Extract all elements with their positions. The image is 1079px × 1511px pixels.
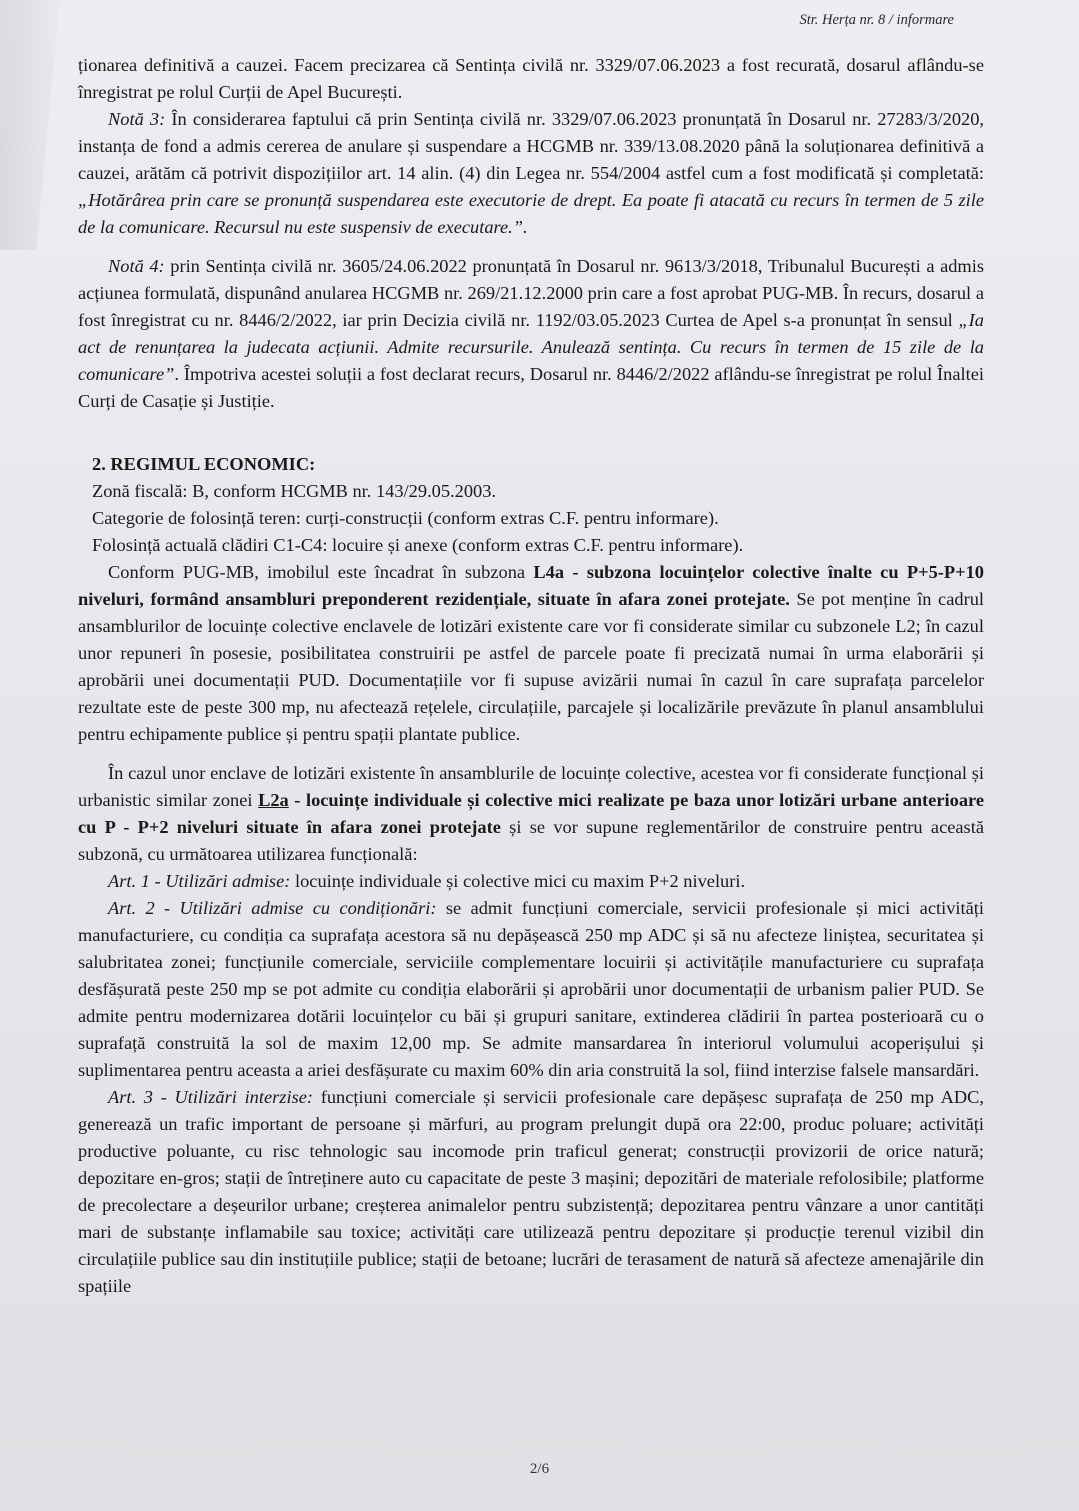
note-3-quote: „Hotărârea prin care se pronunță suspendarea este executorie de drept. Ea poate fi atacată cu recurs în termen de 5 zile de la comunicare. Recursul nu este suspensiv de executare.”. bbox=[78, 190, 984, 237]
note-4-text-1: prin Sentința civilă nr. 3605/24.06.2022 pronunțată în Dosarul nr. 9613/3/2018, Tribunalul București a admis acțiunea formulată, dispunând anularea HCGMB nr. 269/21.12.2000 prin care a fost aprobat PUG-MB. În recurs, dosarul a fost înregistrat cu nr. 8446/2/2022, iar prin Decizia civilă nr. 1192/03.05.2023 Curtea de Apel s-a pronunțat în sensul bbox=[78, 256, 984, 330]
land-use-category: Categorie de folosință teren: curți-construcții (conform extras C.F. pentru informare). bbox=[92, 508, 719, 528]
pug-details: Se pot menține în cadrul ansamblurilor de locuințe colective enclavele de lotizări existente care vor fi considerate similar cu subzonele L2; în cazul unor repuneri în posesie, posibilitatea construirii pe astfel de parcele poate fi precizată numai în urma elaborării și aprobării unei documentații PUD. Documentațiile vor fi supuse avizării numai în cazul în care suprafața parcelelor rezultate este de peste 300 mp, nu afectează rețelele, circulațiile, parcajele și localizările prevăzute în planul ansamblului pentru echipamente publice și pentru spații plantate publice. bbox=[78, 589, 984, 744]
enclave-paragraph bbox=[78, 760, 984, 868]
article-3-label: Art. 3 - Utilizări interzise: bbox=[108, 1087, 314, 1107]
article-2-label: Art. 2 - Utilizări admise cu condiționări: bbox=[108, 898, 437, 918]
note-4-label: Notă 4: bbox=[108, 256, 165, 276]
enclave-intro: În cazul unor enclave de lotizări existente în ansamblurile de locuințe colective, acestea vor fi considerate funcțional și urbanistic similar zonei bbox=[78, 763, 984, 810]
article-3-text: funcțiuni comerciale și servicii profesionale care depășesc suprafața de 250 mp ADC, generează un trafic important de persoane și mărfuri, au program prelungit după ora 22:00, produc poluare; activități productive poluante, cu risc tehnologic sau incomode prin traficul generat; construcții provizorii de orice natură; depozitare en-gros; stații de întreținere auto cu capacitate de peste 3 mașini; depozitări de materiale refolosibile; platforme de precolectare a deșeurilor urbane; creșterea animalelor pentru subzistență; depozitarea pentru vânzare a unor cantități mari de substanțe inflamabile sau toxice; activități care utilizează pentru depozitare și producție terenul vizibil din circulațiile publice sau din instituțiile publice; stații de betoane; lucrări de terasament de natură să afecteze amenajările din spațiile bbox=[78, 1087, 985, 1296]
article-1-label: Art. 1 - Utilizări admise: bbox=[108, 871, 291, 891]
article-2-text: se admit funcțiuni comerciale, servicii profesionale și mici activități manufacturiere, cu condiția ca suprafața acestora să nu depășească 250 mp ADC și să nu afecteze liniștea, securitatea și salubritatea zonei; funcțiunile comerciale, serviciile complementare locuirii și activitățile manufacturiere cu suprafața desfășurată peste 250 mp se pot admite cu condiția elaborării și aprobării unor documentații de urbanism palier PUD. Se admite pentru modernizarea dotării locuințelor cu băi și grupuri sanitare, extinderea clădirii în partea posterioară cu o suprafață construită la sol de maxim 12,00 mp. Se admite mansardarea în interiorul volumului acoperișului și suplimentarea pentru aceasta a ariei desfășurate cu maxim 60% din aria construită la sol, fiind interzise falsele mansardări. bbox=[78, 898, 984, 1080]
article-1-text: locuințe individuale și colective mici cu maxim P+2 niveluri. bbox=[290, 871, 746, 891]
page-number: 2/6 bbox=[529, 1461, 550, 1477]
current-building-use: Folosință actuală clădiri C1-C4: locuire și anexe (conform extras C.F. pentru informare). bbox=[92, 535, 744, 555]
pug-subzone-l4a: L4a - subzona locuințelor colective înalte cu P+5-P+10 niveluri, formând ansambluri preponderent rezidențiale, situate în afara zonei protejate. bbox=[78, 562, 984, 609]
pug-subzone-paragraph bbox=[78, 559, 984, 748]
note-4-quote: „Ia act de renunțarea la judecata acțiunii. Admite recursurile. Anulează sentința. Cu recurs în termen de 15 zile de la comunicare” bbox=[78, 310, 984, 384]
section-2-title: 2. REGIMUL ECONOMIC: bbox=[92, 454, 316, 474]
document-body bbox=[78, 52, 984, 1300]
article-3 bbox=[78, 1084, 984, 1300]
page-header: Str. Herța nr. 8 / informare bbox=[799, 12, 954, 28]
paper-fold-shadow bbox=[0, 0, 60, 250]
article-2 bbox=[78, 895, 984, 1084]
note-3 bbox=[78, 106, 984, 241]
note-4-text-2: . Împotriva acestei soluții a fost declarat recurs, Dosarul nr. 8446/2/2022 aflându-se înregistrat pe rolul Înaltei Curți de Casație și Justiție. bbox=[78, 364, 984, 411]
pug-intro: Conform PUG-MB, imobilul este încadrat în subzona bbox=[108, 562, 534, 582]
note-4 bbox=[78, 253, 984, 415]
enclave-outro: și se vor supune reglementărilor de construire pentru această subzonă, cu următoarea utilizarea funcțională: bbox=[78, 817, 984, 864]
article-1 bbox=[78, 868, 984, 895]
note-3-label: Notă 3: bbox=[108, 109, 166, 129]
subzone-code-l2a: L2a bbox=[258, 790, 289, 810]
subzone-l2a-description: - locuințe individuale și colective mici realizate pe baza unor lotizări urbane anterioare cu P - P+2 niveluri situate în afara zonei protejate bbox=[78, 790, 985, 837]
paragraph-intro: ționarea definitivă a cauzei. Facem precizarea că Sentința civilă nr. 3329/07.06.2023 a fost recurată, dosarul aflându-se înregistrat pe rolul Curții de Apel București. bbox=[78, 55, 984, 102]
fiscal-zone: Zonă fiscală: B, conform HCGMB nr. 143/29.05.2003. bbox=[92, 481, 497, 501]
note-3-text: În considerarea faptului că prin Sentința civilă nr. 3329/07.06.2023 pronunțată în Dosarul nr. 27283/3/2020, instanța de fond a admis cererea de anulare și suspendare a HCGMB nr. 339/13.08.2020 până la soluționarea definitivă a cauzei, arătăm că potrivit dispozițiilor art. 14 alin. (4) din Legea nr. 554/2004 astfel cum a fost modificată și completată: bbox=[78, 109, 985, 183]
